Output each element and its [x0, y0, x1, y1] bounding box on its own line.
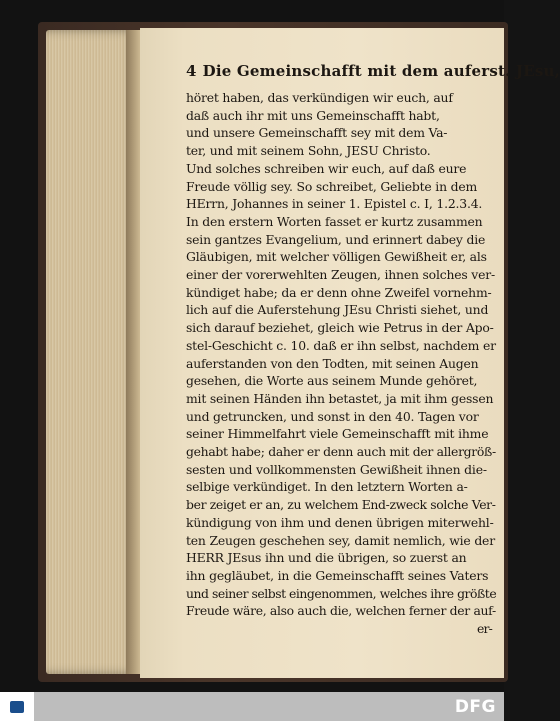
text-line: ten Zeugen geschehen sey, damit nemlich, wie der	[186, 532, 495, 548]
text-line: daß auch ihr mit uns Gemeinschafft habt,	[186, 107, 440, 123]
text-line: Freude völlig sey. So schreibet, Geliebte in dem	[186, 178, 478, 194]
page-edges	[46, 30, 138, 674]
text-line: höret haben, das verkündigen wir euch, auf	[186, 90, 453, 105]
text-line: einer der vorerwehlten Zeugen, ihnen solches ver-	[186, 267, 495, 283]
text-line: selbige verkündiget. In den letztern Worten a-	[186, 479, 468, 495]
text-line: kündiget habe; da er denn ohne Zweifel vornehm-	[186, 284, 492, 300]
text-line: HERR JEsus ihn und die übrigen, so zuerst an	[186, 550, 467, 566]
text-line: gehabt habe; daher er denn auch mit der allergröß-	[186, 444, 496, 460]
body-text	[186, 89, 498, 620]
text-line: und seiner selbst eingenommen, welches ihre größte	[186, 585, 497, 601]
text-line: ihn gegläubet, in die Gemeinschafft seines Vaters	[186, 567, 489, 583]
text-line: ter, und mit seinem Sohn, JESU Christo.	[186, 143, 431, 159]
text-line: stel-Geschicht c. 10. daß er ihn selbst, nachdem er	[186, 337, 496, 353]
text-line: sein gantzes Evangelium, und erinnert dabey die	[186, 231, 486, 247]
text-line: sesten und vollkommensten Gewißheit ihnen die-	[186, 461, 487, 477]
text-line: und unsere Gemeinschafft sey mit dem Va-	[186, 125, 448, 141]
text-line: Gläubigen, mit welcher völligen Gewißheit er, als	[186, 249, 487, 265]
text-line: seiner Himmelfahrt viele Gemeinschafft mit ihme	[186, 426, 489, 442]
page-text-block	[186, 62, 560, 638]
running-head-title: Die Gemeinschafft mit dem auferst. JEsu,	[202, 62, 560, 80]
text-line: mit seinen Händen ihn betastet, ja mit ihm gessen	[186, 390, 494, 406]
institution-logo	[0, 692, 34, 721]
viewer-footer-bar	[0, 692, 504, 721]
text-line: In den erstern Worten fasset er kurtz zusammen	[186, 213, 483, 229]
text-line: gesehen, die Worte aus seinem Munde gehöret,	[186, 373, 478, 389]
text-line: Freude wäre, also auch die, welchen ferner der auf-	[186, 603, 496, 619]
running-header	[186, 62, 560, 80]
text-line: sich darauf beziehet, gleich wie Petrus in der Apo-	[186, 320, 494, 336]
logo-mark-icon	[10, 701, 24, 713]
text-line: und getruncken, und sonst in den 40. Tagen vor	[186, 408, 479, 424]
page-number: 4	[186, 62, 197, 80]
text-line: kündigung von ihm und denen übrigen miterwehl-	[186, 514, 494, 530]
text-line: auferstanden von den Todten, mit seinen Augen	[186, 355, 479, 371]
text-line: Und solches schreiben wir euch, auf daß eure	[186, 160, 467, 176]
text-line: lich auf die Auferstehung JEsu Christi siehet, und	[186, 302, 489, 318]
funder-logo: DFG	[454, 697, 496, 717]
text-line: ber zeiget er an, zu welchem End-zweck solche Ver-	[186, 497, 496, 513]
catchword: er-	[477, 621, 492, 637]
text-line: HErrn, Johannes in seiner 1. Epistel c. I, 1.2.3.4.	[186, 196, 483, 212]
book-page	[140, 28, 560, 678]
